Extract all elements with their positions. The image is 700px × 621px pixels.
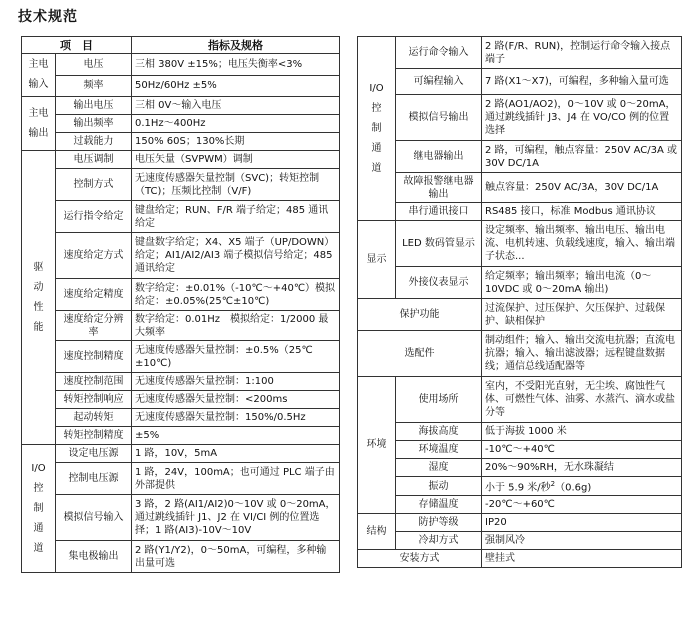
spec-value: 键盘给定；RUN、F/R 端子给定；485 通讯给定: [132, 201, 340, 233]
spec-item: 保护功能: [358, 299, 482, 331]
spec-item: 速度给定精度: [56, 279, 132, 311]
right-spec-table: [357, 36, 682, 568]
table-row: [358, 37, 682, 69]
spec-item: 防护等级: [396, 514, 482, 532]
spec-value: 2 路，可编程，触点容量：250V AC/3A 或 30V DC/1A: [482, 141, 682, 173]
spec-value: 壁挂式: [482, 550, 682, 568]
spec-value: RS485 接口，标准 Modbus 通讯协议: [482, 203, 682, 221]
table-row: [22, 541, 340, 573]
table-row: [358, 141, 682, 173]
table-row: [358, 550, 682, 568]
spec-item: 湿度: [396, 459, 482, 477]
spec-item: 冷却方式: [396, 532, 482, 550]
spec-value: 低于海拔 1000 米: [482, 423, 682, 441]
category-label: 通: [371, 142, 382, 154]
table-row: [22, 445, 340, 463]
table-row: [22, 495, 340, 541]
table-row: [358, 203, 682, 221]
spec-value: 无速度传感器矢量控制（SVC)；转矩控制（TC)；压频比控制（V/F): [132, 169, 340, 201]
category-label: 通: [33, 522, 44, 534]
category-label: 动: [33, 281, 44, 293]
category-label: 制: [33, 502, 44, 514]
table-row: [358, 377, 682, 423]
spec-item: 起动转矩: [56, 409, 132, 427]
spec-value: -10℃～+40℃: [482, 441, 682, 459]
table-row: [22, 97, 340, 115]
table-row: [358, 331, 682, 377]
superscript: 2: [550, 480, 556, 488]
spec-item: 过载能力: [56, 133, 132, 151]
table-row: [22, 409, 340, 427]
table-row: [22, 463, 340, 495]
category-label: 环境: [366, 439, 387, 451]
spec-value: 电压矢量（SVPWM）调制: [132, 151, 340, 169]
header-item: 项 目: [22, 37, 132, 54]
spec-item: 继电器输出: [396, 141, 482, 173]
category-label: 控: [33, 482, 44, 494]
spec-item: 海拔高度: [396, 423, 482, 441]
spec-item: 串行通讯接口: [396, 203, 482, 221]
spec-item: 频率: [56, 75, 132, 97]
spec-item: 环境温度: [396, 441, 482, 459]
header-row: [22, 37, 340, 54]
spec-value: 无速度传感器矢量控制：1:100: [132, 373, 340, 391]
category-label: 道: [33, 542, 44, 554]
spec-value: 2 路(Y1/Y2)，0～50mA，可编程，多种输出量可选: [132, 541, 340, 573]
spec-value: 150% 60S；130%长期: [132, 133, 340, 151]
spec-item: 转矩控制响应: [56, 391, 132, 409]
spec-value: 20%～90%RH，无水珠凝结: [482, 459, 682, 477]
spec-item: 输出频率: [56, 115, 132, 133]
table-row: [22, 391, 340, 409]
spec-value: 无速度传感器矢量控制：±0.5%（25℃±10℃): [132, 341, 340, 373]
category-label: I/O: [369, 82, 384, 94]
spec-value: 过流保护、过压保护、欠压保护、过载保护、缺相保护: [482, 299, 682, 331]
table-row: [358, 477, 682, 496]
spec-value: 给定频率；输出频率；输出电流（0～10VDC 或 0～20mA 输出): [482, 267, 682, 299]
spec-value: 1 路，10V，5mA: [132, 445, 340, 463]
spec-value: 触点容量：250V AC/3A，30V DC/1A: [482, 173, 682, 203]
table-row: [22, 311, 340, 341]
spec-item: 存储温度: [396, 496, 482, 514]
table-row: [22, 151, 340, 169]
spec-item: 模拟信号输出: [396, 95, 482, 141]
spec-item: 速度给定分辨率: [56, 311, 132, 341]
spec-value: 数字给定：0.01Hz 模拟给定：1/2000 最大频率: [132, 311, 340, 341]
table-row: [358, 514, 682, 532]
table-row: [22, 169, 340, 201]
spec-value: 2 路(F/R、RUN)，控制运行命令输入接点端子: [482, 37, 682, 69]
category-cell: [358, 377, 396, 514]
category-label: 主电: [28, 107, 49, 119]
header-spec: 指标及规格: [132, 37, 340, 54]
table-row: [358, 299, 682, 331]
category-cell: [358, 221, 396, 299]
table-row: [22, 115, 340, 133]
spec-value: 数字给定：±0.01%（-10℃～+40℃）模拟给定：±0.05%(25℃±10℃): [132, 279, 340, 311]
spec-value: 7 路(X1～X7)，可编程，多种输入量可选: [482, 69, 682, 95]
spec-item: 电压调制: [56, 151, 132, 169]
table-row: [22, 54, 340, 76]
spec-item: 速度控制范围: [56, 373, 132, 391]
page-title: 技术规范: [18, 9, 78, 25]
table-row: [358, 459, 682, 477]
spec-value: 3 路，2 路(AI1/AI2)0～10V 或 0～20mA，通过跳线插针 J1、J2 在 VI/CI 例的位置选择；1 路(AI3)-10V～10V: [132, 495, 340, 541]
table-row: [358, 69, 682, 95]
spec-item: 振动: [396, 477, 482, 496]
table-row: [358, 423, 682, 441]
table-row: [358, 95, 682, 141]
category-label: I/O: [31, 462, 46, 474]
spec-value: 无速度传感器矢量控制：<200ms: [132, 391, 340, 409]
category-label: 输入: [28, 79, 49, 90]
table-row: [358, 496, 682, 514]
spec-item: 转矩控制精度: [56, 427, 132, 445]
category-label: 能: [33, 321, 44, 333]
table-row: [22, 427, 340, 445]
spec-value: IP20: [482, 514, 682, 532]
table-row: [22, 373, 340, 391]
spec-item: 控制电压源: [56, 463, 132, 495]
spec-item: 可编程输入: [396, 69, 482, 95]
left-spec-table: [21, 36, 340, 573]
spec-value: 制动组件；输入、输出交流电抗器；直流电抗器；输入、输出滤波器；远程键盘数据线；通信总线适配器等: [482, 331, 682, 377]
spec-item: 设定电压源: [56, 445, 132, 463]
category-label: 主电: [28, 59, 49, 70]
spec-value: 小于 5.9 米/秒$^2$（0.6g): [482, 477, 682, 496]
category-label: 控: [371, 102, 382, 114]
spec-value: 1 路，24V，100mA；也可通过 PLC 端子由外部提供: [132, 463, 340, 495]
category-label: 结构: [366, 525, 387, 537]
spec-item: 输出电压: [56, 97, 132, 115]
category-cell: [22, 445, 56, 573]
table-row: [22, 75, 340, 97]
spec-item: 控制方式: [56, 169, 132, 201]
table-row: [358, 441, 682, 459]
table-row: [358, 221, 682, 267]
spec-item: 故障报警继电器输出: [396, 173, 482, 203]
spec-value: 设定频率、输出频率、输出电压、输出电流、电机转速、负载线速度，输入、输出端子状态...: [482, 221, 682, 267]
table-row: [22, 133, 340, 151]
spec-value: 强制风冷: [482, 532, 682, 550]
spec-value: 三相 0V～输入电压: [132, 97, 340, 115]
category-cell: [358, 37, 396, 221]
category-cell: [358, 514, 396, 550]
table-row: [22, 341, 340, 373]
category-cell: [22, 97, 56, 151]
category-label: 显示: [366, 253, 387, 265]
spec-item: 集电极输出: [56, 541, 132, 573]
spec-item: 运行指令给定: [56, 201, 132, 233]
spec-value: 键盘数字给定；X4、X5 端子（UP/DOWN）给定；AI1/AI2/AI3 端子模拟信号给定；485 通讯给定: [132, 233, 340, 279]
category-label: 道: [371, 162, 382, 174]
spec-value: ±5%: [132, 427, 340, 445]
spec-value: 三相 380V ±15%；电压失衡率<3%: [132, 54, 340, 76]
spec-value: 2 路(AO1/AO2)，0～10V 或 0～20mA，通过跳线插针 J3、J4 在 VO/CO 例的位置选择: [482, 95, 682, 141]
category-label: 制: [371, 122, 382, 134]
category-cell: [22, 151, 56, 445]
spec-value: 50Hz/60Hz ±5%: [132, 75, 340, 97]
spec-item: 模拟信号输入: [56, 495, 132, 541]
spec-item: 选配件: [358, 331, 482, 377]
spec-value: 室内，不受阳光直射，无尘埃、腐蚀性气体、可燃性气体、油雾、水蒸汽、滴水或盐分等: [482, 377, 682, 423]
spec-item: 电压: [56, 54, 132, 76]
spec-item: 速度给定方式: [56, 233, 132, 279]
table-row: [22, 233, 340, 279]
category-label: 输出: [28, 127, 49, 139]
table-row: [22, 279, 340, 311]
spec-item: 运行命令输入: [396, 37, 482, 69]
spec-item: 外接仪表显示: [396, 267, 482, 299]
spec-item: 速度控制精度: [56, 341, 132, 373]
table-row: [358, 532, 682, 550]
table-row: [358, 173, 682, 203]
category-label: 驱: [33, 261, 44, 273]
spec-value: 无速度传感器矢量控制：150%/0.5Hz: [132, 409, 340, 427]
spec-value: 0.1Hz～400Hz: [132, 115, 340, 133]
spec-item: 使用场所: [396, 377, 482, 423]
table-row: [358, 267, 682, 299]
spec-item: LED 数码管显示: [396, 221, 482, 267]
spec-item: 安装方式: [358, 550, 482, 568]
category-cell: [22, 54, 56, 97]
spec-value: -20℃～+60℃: [482, 496, 682, 514]
table-row: [22, 201, 340, 233]
category-label: 性: [33, 301, 44, 313]
